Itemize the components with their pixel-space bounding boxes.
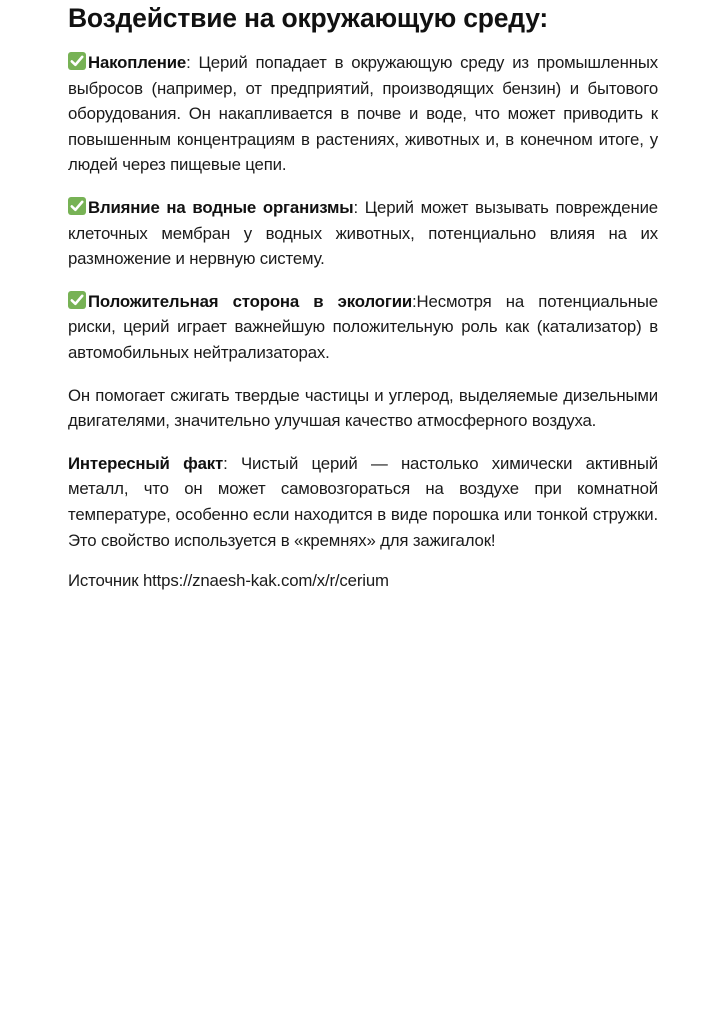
check-mark-button-icon bbox=[68, 52, 86, 70]
document-page bbox=[68, 0, 658, 594]
section-text: Несмотря на потенциальные риски, церий играет важнейшую положительную роль как (катализатор) в автомобильных нейтрализаторах. bbox=[68, 291, 658, 362]
section-separator: : bbox=[353, 197, 358, 217]
source-line: Источник https://znaesh-kak.com/x/r/cerium bbox=[68, 571, 389, 591]
section-heading: Влияние на водные организмы bbox=[88, 197, 354, 217]
check-mark-button-icon bbox=[68, 291, 86, 309]
section-heading: Накопление bbox=[88, 53, 187, 72]
fact-text: Чистый церий — настолько химически активный металл, что он может самовозгораться на воздухе при комнатной температуре, особенно если находится в виде порошка или тонкой стружки. Это свойство используется в «кремнях» для зажигалок! bbox=[68, 453, 659, 550]
check-mark-button-icon bbox=[68, 197, 86, 215]
section-text: Церий может вызывать повреждение клеточных мембран у водных животных, потенциально влияя на их размножение и нервную систему. bbox=[68, 197, 658, 269]
section-text: Церий попадает в окружающую среду из промышленных выбросов (например, от предприятий, производящих бензин) и бытового оборудования. Он накапливается в почве и воде, что может приводить к повышенным концентрациям в растениях, животных и, в конечном итоге, у людей через пищевые цепи. bbox=[68, 53, 658, 175]
section-accumulation bbox=[68, 50, 658, 178]
fact-separator: : bbox=[223, 453, 228, 473]
section-separator: : bbox=[186, 53, 191, 72]
section-aquatic-impact bbox=[68, 195, 658, 272]
section-positive-side bbox=[68, 289, 658, 366]
section-heading: Положительная сторона в экологии bbox=[88, 291, 413, 311]
paragraph-catalyst-benefit: Он помогает сжигать твердые частицы и углерод, выделяемые дизельными двигателями, значительно улучшая качество атмосферного воздуха. bbox=[68, 385, 658, 431]
page-title: Воздействие на окружающую среду: bbox=[68, 3, 549, 33]
fact-heading: Интересный факт bbox=[68, 453, 224, 473]
interesting-fact bbox=[68, 451, 658, 553]
section-separator: : bbox=[412, 291, 417, 311]
